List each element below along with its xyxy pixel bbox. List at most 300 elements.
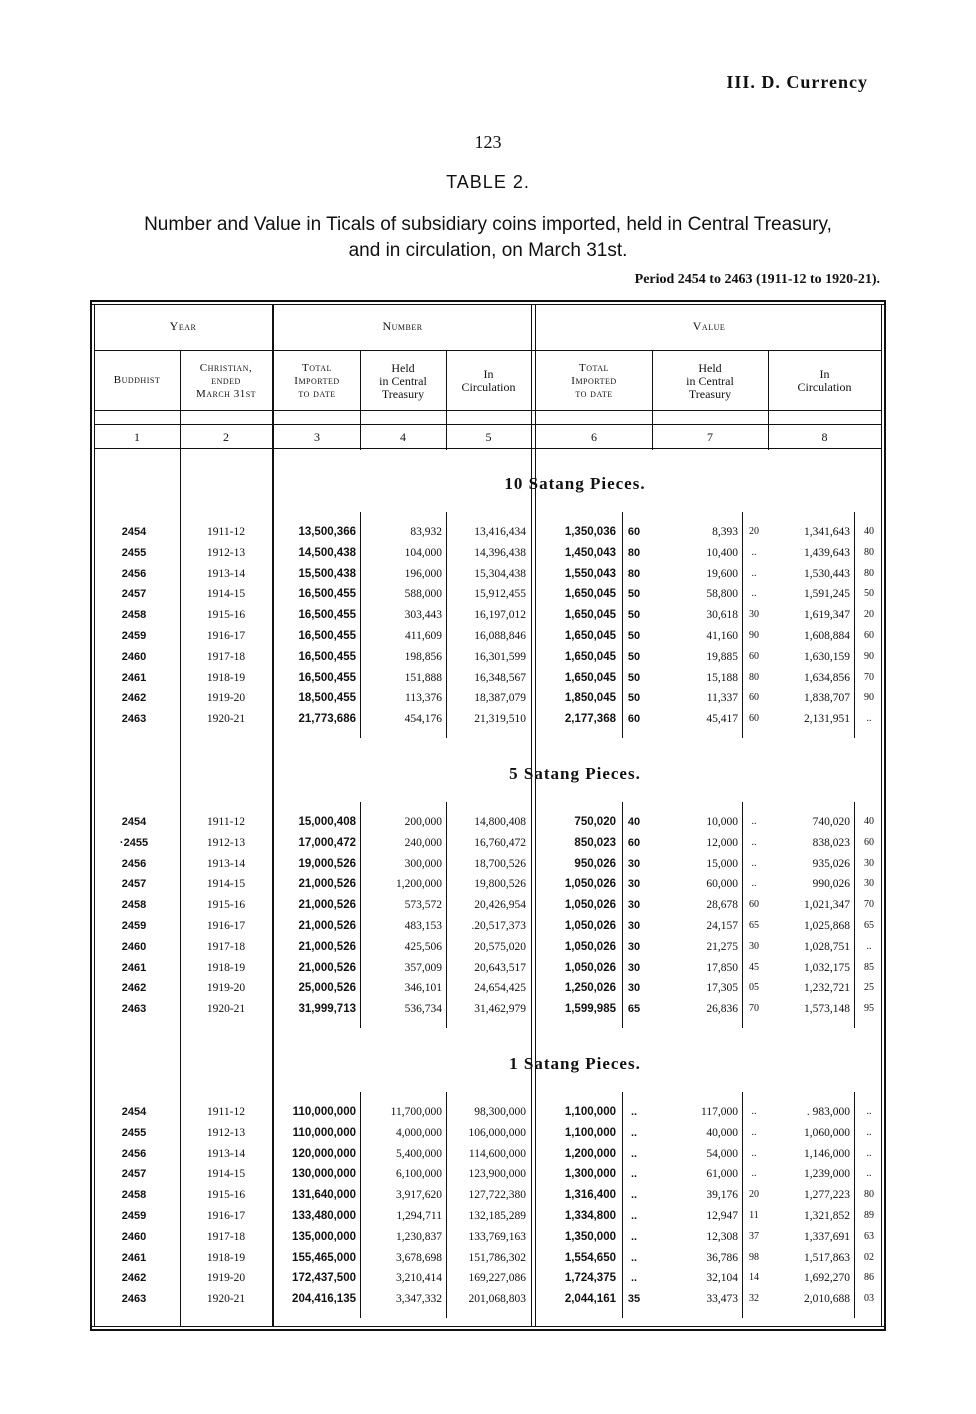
value-total-imported: 1,100,000 [564, 1126, 616, 1139]
table-row [90, 920, 886, 940]
value-held-fraction: 65 [749, 920, 759, 931]
total-imported: 21,000,526 [298, 899, 356, 912]
value-held: 8,393 [712, 526, 738, 538]
table-title: TABLE 2. [446, 172, 530, 192]
header-year: Year [169, 319, 197, 333]
value-in-circulation: 1,630,159 [804, 650, 850, 663]
value-in-circulation: 1,028,751 [804, 940, 850, 953]
value-in-circulation-fraction: 02 [864, 1251, 874, 1263]
total-imported: 16,500,455 [298, 609, 356, 622]
header-value: Value [692, 319, 726, 333]
value-held-fraction: .. [751, 1147, 757, 1159]
value-in-circulation-fraction: 70 [864, 671, 874, 683]
value-held-fraction: 20 [749, 1189, 759, 1201]
total-imported: 18,500,455 [298, 692, 356, 705]
header-buddhist: Buddhist [113, 374, 161, 386]
value-total-fraction: .. [630, 1126, 638, 1139]
value-in-circulation: 1,692,270 [804, 1272, 850, 1285]
value-total-imported: 1,850,045 [564, 692, 616, 705]
section-title-10-satang: 10 Satang Pieces. [504, 474, 646, 493]
buddhist-year: 2462 [121, 982, 147, 995]
christian-year: 1920-21 [206, 1293, 246, 1306]
value-total-fraction: 35 [627, 1293, 641, 1306]
value-in-circulation-fraction: .. [866, 1147, 872, 1159]
christian-year: 1920-21 [206, 1003, 246, 1016]
table-row [90, 609, 886, 629]
held-central: 573,572 [404, 899, 442, 912]
christian-year: 1917-18 [206, 650, 246, 663]
held-central: 200,000 [404, 816, 442, 828]
value-total-fraction: 65 [627, 1003, 641, 1016]
held-central: 104,000 [404, 546, 442, 559]
buddhist-year: 2458 [121, 899, 147, 912]
value-total-fraction: 30 [627, 982, 641, 995]
value-held: 58,800 [706, 588, 738, 601]
value-total-imported: 1,350,000 [564, 1230, 616, 1243]
buddhist-year: 2458 [121, 1189, 147, 1202]
buddhist-year: 2456 [121, 857, 147, 870]
value-in-circulation-fraction: 20 [864, 609, 874, 621]
in-circulation: 20,575,020 [474, 940, 526, 953]
value-in-circulation: 1,517,863 [804, 1251, 850, 1264]
value-held-fraction: .. [751, 588, 757, 600]
in-circulation: 16,348,567 [474, 671, 526, 684]
value-held: 30,618 [706, 609, 738, 622]
value-held: 36,786 [706, 1251, 738, 1264]
total-imported: 21,000,526 [298, 961, 356, 974]
value-held: 15,000 [706, 857, 738, 870]
in-circulation: 14,396,438 [474, 546, 526, 559]
in-circulation: 201,068,803 [468, 1293, 526, 1306]
value-held-fraction: 70 [749, 1003, 759, 1015]
value-held: 19,885 [706, 650, 738, 663]
total-imported: 15,500,438 [298, 567, 356, 580]
buddhist-year: 2457 [121, 588, 147, 601]
total-imported: 133,480,000 [292, 1210, 356, 1222]
value-in-circulation-fraction: 03 [864, 1293, 874, 1305]
section-label: III. D. Currency [726, 72, 868, 92]
christian-year: 1911-12 [207, 526, 245, 538]
value-total-fraction: 50 [627, 630, 641, 642]
value-in-circulation-fraction: 80 [864, 567, 874, 579]
total-imported: 19,000,526 [298, 857, 356, 870]
value-held: 12,000 [706, 836, 738, 849]
christian-year: 1915-16 [206, 609, 246, 622]
value-held: 21,275 [706, 940, 738, 953]
buddhist-year: 2461 [121, 1251, 147, 1264]
held-central: 151,888 [404, 671, 442, 684]
value-held-fraction: 45 [749, 961, 759, 973]
value-held: 24,157 [706, 920, 738, 932]
column-number: 6 [591, 430, 597, 444]
value-total-imported: 1,550,043 [564, 567, 616, 580]
held-central: 1,294,711 [396, 1210, 442, 1222]
total-imported: 204,416,135 [292, 1293, 356, 1306]
table-row [90, 1231, 886, 1251]
value-total-fraction: 80 [627, 546, 641, 559]
header-value-held: Held in Central Treasury [686, 361, 734, 401]
value-in-circulation-fraction: 25 [864, 982, 874, 994]
christian-year: 1916-17 [206, 1210, 246, 1222]
held-central: 346,101 [404, 982, 442, 995]
table-row [90, 1293, 886, 1313]
value-held-fraction: .. [751, 878, 757, 890]
table-row [90, 651, 886, 671]
total-imported: 21,000,526 [298, 878, 356, 891]
value-held-fraction: 11 [749, 1210, 759, 1221]
value-held-fraction: .. [751, 546, 757, 558]
column-number: 1 [134, 430, 140, 444]
value-in-circulation: 1,838,707 [804, 692, 850, 705]
value-held: 45,417 [706, 713, 738, 726]
table-row [90, 982, 886, 1002]
value-total-imported: 1,200,000 [564, 1147, 616, 1160]
total-imported: 17,000,472 [298, 836, 356, 849]
value-held-fraction: 60 [749, 899, 759, 911]
value-total-imported: 1,300,000 [564, 1168, 616, 1181]
held-central: 198,856 [404, 650, 442, 663]
table-row [90, 672, 886, 692]
value-in-circulation-fraction: 70 [864, 899, 874, 911]
value-total-imported: 1,554,650 [564, 1251, 616, 1264]
value-held: 12,308 [706, 1230, 738, 1243]
table-row [90, 1003, 886, 1023]
value-held: 15,188 [706, 671, 738, 684]
value-total-fraction: 30 [627, 920, 641, 932]
buddhist-year: 2461 [121, 671, 147, 684]
value-in-circulation: 1,619,347 [804, 609, 850, 622]
value-in-circulation: 1,277,223 [804, 1189, 850, 1202]
value-total-imported: 950,026 [574, 857, 616, 870]
table-row [90, 630, 886, 650]
held-central: 3,917,620 [396, 1189, 442, 1202]
header-in-circulation: In Circulation [461, 367, 516, 394]
value-held: 40,000 [706, 1126, 738, 1139]
held-central: 6,100,000 [396, 1168, 442, 1181]
value-total-imported: 850,023 [574, 836, 616, 849]
total-imported: 31,999,713 [298, 1003, 356, 1016]
table-row [90, 878, 886, 898]
buddhist-year: 2455 [121, 546, 147, 559]
value-total-imported: 1,250,026 [564, 982, 616, 995]
total-imported: 21,000,526 [298, 940, 356, 953]
table-row [90, 962, 886, 982]
value-held: 19,600 [706, 567, 738, 580]
held-central: 1,230,837 [396, 1230, 442, 1243]
value-total-fraction: 30 [627, 940, 641, 953]
column-number: 3 [314, 430, 320, 444]
value-in-circulation: 1,573,148 [804, 1003, 850, 1016]
column-number: 7 [707, 430, 713, 444]
in-circulation: 21,319,510 [474, 713, 526, 726]
in-circulation: 19,800,526 [474, 878, 526, 891]
data-table [90, 300, 886, 1330]
christian-year: 1916-17 [206, 630, 246, 642]
value-in-circulation: . 983,000 [806, 1106, 850, 1118]
value-in-circulation: 1,337,691 [804, 1230, 850, 1243]
value-held-fraction: 30 [749, 940, 759, 952]
column-number: 4 [400, 430, 406, 444]
christian-year: 1919-20 [206, 982, 246, 995]
in-circulation: 133,769,163 [468, 1230, 526, 1243]
value-in-circulation: 1,060,000 [804, 1126, 850, 1139]
caption-line-2: and in circulation, on March 31st. [348, 240, 628, 261]
value-in-circulation: 1,232,721 [804, 982, 850, 995]
christian-year: 1913-14 [206, 567, 246, 580]
total-imported: 130,000,000 [292, 1168, 356, 1181]
value-held-fraction: 98 [749, 1251, 759, 1263]
page-number: 123 [474, 132, 502, 152]
christian-year: 1918-19 [206, 671, 246, 684]
header-christian: Christian, ended March 31st [195, 362, 257, 400]
christian-year: 1918-19 [206, 961, 246, 974]
in-circulation: 16,301,599 [474, 650, 526, 663]
in-circulation: 15,912,455 [474, 588, 526, 601]
value-held-fraction: 14 [749, 1272, 759, 1284]
in-circulation: 14,800,408 [474, 816, 526, 828]
value-total-imported: 2,044,161 [564, 1293, 616, 1306]
value-total-fraction: .. [630, 1251, 638, 1264]
value-held-fraction: 05 [749, 982, 759, 994]
value-total-fraction: 80 [627, 567, 641, 580]
buddhist-year: 2455 [121, 1126, 147, 1139]
value-total-fraction: 50 [627, 650, 641, 663]
value-total-imported: 1,334,800 [564, 1210, 616, 1222]
total-imported: 120,000,000 [292, 1147, 356, 1160]
christian-year: 1916-17 [206, 920, 246, 932]
total-imported: 25,000,526 [298, 982, 356, 995]
column-number: 5 [485, 430, 492, 444]
held-central: 11,700,000 [390, 1106, 442, 1118]
table-row [90, 588, 886, 608]
total-imported: 155,465,000 [292, 1251, 356, 1264]
buddhist-year: 2461 [121, 961, 147, 974]
held-central: 4,000,000 [396, 1126, 442, 1139]
value-total-fraction: 60 [627, 526, 641, 538]
christian-year: 1915-16 [206, 899, 246, 912]
value-held-fraction: 30 [749, 609, 759, 621]
christian-year: 1919-20 [206, 1272, 246, 1285]
value-in-circulation: 1,634,856 [804, 671, 850, 684]
value-held-fraction: .. [751, 567, 757, 579]
table-row [90, 526, 886, 546]
held-central: 240,000 [404, 836, 442, 849]
value-in-circulation: 1,591,245 [804, 588, 850, 601]
buddhist-year: 2459 [121, 920, 147, 932]
value-total-imported: 1,450,043 [564, 546, 616, 559]
value-held-fraction: .. [751, 816, 757, 827]
value-in-circulation-fraction: 90 [864, 692, 874, 704]
held-central: 357,009 [404, 961, 442, 974]
value-held: 10,400 [706, 546, 738, 559]
value-total-fraction: .. [630, 1272, 638, 1285]
value-held-fraction: 60 [749, 713, 759, 725]
value-in-circulation: 990,026 [812, 878, 850, 891]
in-circulation: 13,416,434 [474, 526, 526, 538]
buddhist-year: 2454 [121, 1106, 147, 1118]
value-in-circulation: 1,341,643 [804, 526, 850, 538]
held-central: 300,000 [404, 857, 442, 870]
total-imported: 16,500,455 [298, 650, 356, 663]
value-total-imported: 1,650,045 [564, 650, 616, 663]
value-held-fraction: 80 [749, 671, 759, 683]
christian-year: 1915-16 [206, 1189, 246, 1202]
value-held: 61,000 [706, 1168, 738, 1181]
in-circulation: 18,387,079 [474, 692, 526, 705]
total-imported: 131,640,000 [292, 1189, 356, 1202]
value-total-imported: 1,050,026 [564, 961, 616, 974]
total-imported: 21,773,686 [298, 713, 356, 726]
value-in-circulation: 2,131,951 [804, 713, 850, 726]
value-total-fraction: 30 [627, 899, 641, 912]
value-held: 39,176 [706, 1189, 738, 1202]
value-held-fraction: 37 [749, 1230, 759, 1242]
value-in-circulation-fraction: 40 [864, 526, 874, 537]
in-circulation: 16,088,846 [474, 630, 526, 642]
buddhist-year: 2454 [121, 526, 147, 538]
value-in-circulation-fraction: 85 [864, 961, 874, 973]
value-total-fraction: .. [630, 1230, 638, 1243]
held-central: 454,176 [404, 713, 442, 726]
held-central: 411,609 [405, 630, 442, 642]
christian-year: 1914-15 [206, 588, 246, 601]
total-imported: 16,500,455 [298, 588, 356, 601]
table-row [90, 1127, 886, 1147]
buddhist-year: 2463 [121, 1003, 147, 1016]
in-circulation: 16,760,472 [474, 836, 526, 849]
value-in-circulation: 1,021,347 [804, 899, 850, 912]
buddhist-year: 2460 [121, 1230, 147, 1243]
value-in-circulation: 1,321,852 [804, 1210, 850, 1222]
held-central: 3,210,414 [396, 1272, 442, 1285]
value-in-circulation-fraction: 95 [864, 1003, 874, 1015]
section-title-1-satang: 1 Satang Pieces. [509, 1054, 641, 1073]
value-held: 60,000 [706, 878, 738, 891]
value-in-circulation-fraction: .. [866, 1168, 872, 1180]
header-held: Held in Central Treasury [379, 361, 427, 401]
value-in-circulation-fraction: 89 [864, 1210, 874, 1221]
value-total-fraction: 50 [627, 671, 641, 684]
table-caption [90, 212, 886, 264]
buddhist-year: 2459 [121, 630, 147, 642]
table-row [90, 899, 886, 919]
value-in-circulation: 1,032,175 [804, 961, 850, 974]
table-row [90, 1168, 886, 1188]
in-circulation: 169,227,086 [468, 1272, 526, 1285]
held-central: 3,347,332 [396, 1293, 442, 1306]
table-row [90, 547, 886, 567]
christian-year: 1912-13 [206, 1126, 246, 1139]
value-total-fraction: 30 [627, 961, 641, 974]
in-circulation: 132,185,289 [468, 1210, 526, 1222]
value-in-circulation: 2,010,688 [804, 1293, 850, 1306]
value-total-imported: 1,050,026 [564, 899, 616, 912]
value-in-circulation-fraction: 63 [864, 1230, 874, 1242]
value-in-circulation-fraction: 90 [864, 650, 874, 662]
in-circulation: 18,700,526 [474, 857, 526, 870]
table-row [90, 1210, 886, 1230]
table-row [90, 837, 886, 857]
held-central: 196,000 [404, 567, 442, 580]
value-held-fraction: 90 [749, 630, 759, 641]
buddhist-year: 2460 [121, 940, 147, 953]
value-total-imported: 1,050,026 [564, 920, 616, 932]
table-row [90, 1189, 886, 1209]
value-held-fraction: .. [751, 1106, 757, 1117]
value-in-circulation-fraction: .. [866, 713, 872, 725]
value-total-imported: 750,020 [574, 816, 616, 828]
value-held: 12,947 [706, 1210, 738, 1222]
value-in-circulation: 1,025,868 [804, 920, 850, 932]
value-total-fraction: 50 [627, 588, 641, 601]
value-held: 17,305 [706, 982, 738, 995]
value-held: 33,473 [706, 1293, 738, 1306]
value-in-circulation-fraction: 60 [864, 630, 874, 641]
value-in-circulation-fraction: .. [866, 1126, 872, 1138]
value-total-imported: 2,177,368 [564, 713, 616, 726]
held-central: 483,153 [404, 920, 442, 932]
value-held-fraction: .. [751, 1126, 757, 1138]
value-total-fraction: .. [630, 1168, 638, 1181]
held-central: 113,376 [405, 692, 442, 705]
value-in-circulation-fraction: 86 [864, 1272, 874, 1284]
value-in-circulation-fraction: .. [866, 1106, 872, 1117]
in-circulation: 98,300,000 [474, 1106, 526, 1118]
christian-year: 1914-15 [206, 1168, 246, 1181]
in-circulation: .20,517,373 [471, 920, 526, 932]
christian-year: 1913-14 [206, 857, 246, 870]
in-circulation: 20,426,954 [474, 899, 526, 912]
value-held: 26,836 [706, 1003, 738, 1016]
value-total-imported: 1,050,026 [564, 878, 616, 891]
table-row [90, 568, 886, 588]
value-in-circulation: 1,530,443 [804, 567, 850, 580]
value-held: 17,850 [706, 961, 738, 974]
total-imported: 172,437,500 [292, 1272, 356, 1285]
held-central: 3,678,698 [396, 1251, 442, 1264]
total-imported: 110,000,000 [292, 1106, 356, 1118]
value-total-fraction: .. [630, 1147, 638, 1160]
christian-year: 1911-12 [207, 1106, 245, 1118]
buddhist-year: 2458 [121, 609, 147, 622]
caption-line-1: Number and Value in Ticals of subsidiary coins imported, held in Central Treasury, [144, 214, 832, 235]
table-period: Period 2454 to 2463 (1911-12 to 1920-21). [634, 272, 880, 287]
value-held: 32,104 [706, 1272, 738, 1285]
total-imported: 16,500,455 [298, 630, 356, 642]
table-row [90, 713, 886, 733]
total-imported: 15,000,408 [298, 816, 356, 828]
value-in-circulation-fraction: 80 [864, 1189, 874, 1201]
value-in-circulation-fraction: 40 [864, 816, 874, 827]
buddhist-year: 2460 [121, 650, 147, 663]
value-held-fraction: .. [751, 836, 757, 848]
total-imported: 14,500,438 [298, 546, 356, 559]
value-in-circulation: 1,146,000 [804, 1147, 850, 1160]
value-in-circulation: 740,020 [812, 816, 850, 828]
christian-year: 1917-18 [206, 1230, 246, 1243]
table-row [90, 816, 886, 836]
total-imported: 16,500,455 [298, 671, 356, 684]
value-total-imported: 1,724,375 [564, 1272, 616, 1285]
buddhist-year: 2457 [121, 1168, 147, 1181]
header-value-total-imported: Total Imported to date [571, 362, 617, 400]
held-central: 5,400,000 [396, 1147, 442, 1160]
christian-year: 1917-18 [206, 940, 246, 953]
section-title-5-satang: 5 Satang Pieces. [509, 764, 641, 783]
value-in-circulation: 838,023 [812, 836, 850, 849]
total-imported: 21,000,526 [298, 920, 356, 932]
value-in-circulation-fraction: 65 [864, 920, 874, 931]
